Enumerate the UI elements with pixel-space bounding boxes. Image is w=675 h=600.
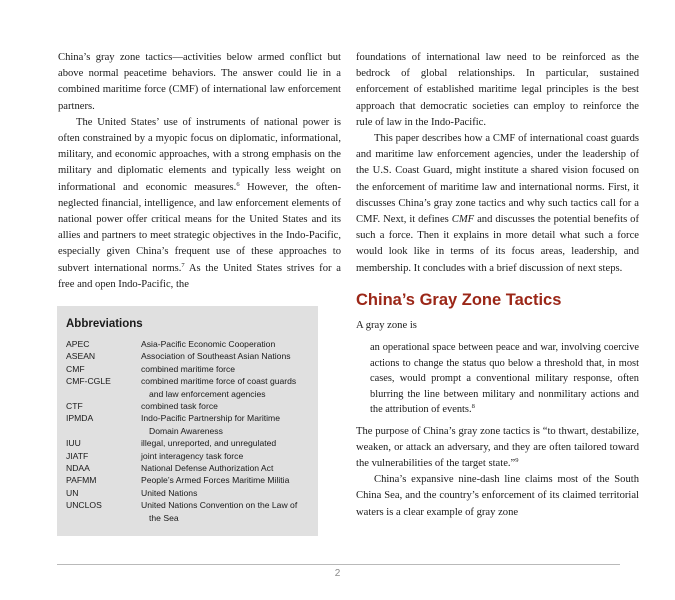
abbreviation-definition: Association of Southeast Asian Nations [141,351,291,362]
block-quote [370,340,639,418]
abbreviation-definition: combined maritime force of coast guards and law enforcement agencies [141,376,297,399]
abbreviation-term: APEC [66,339,90,349]
abbreviation-row [66,474,308,486]
page-number: 2 [334,568,341,579]
abbreviation-row [66,462,308,474]
abbreviation-row [66,400,308,412]
abbreviation-row [66,437,308,449]
abbreviation-definition: United Nations [141,487,198,498]
abbreviation-definition: Indo-Pacific Partnership for Maritime Domain Awareness [141,413,280,436]
left-paragraph-1: China’s gray zone tactics—activities below armed conflict but above normal peacetime behaviors. The answer could lie in a combined maritime force (CMF) of international law enforcement partners. [58,52,341,112]
abbreviation-row [66,363,308,375]
abbreviation-row [66,375,308,400]
right-paragraph-3 [356,424,639,473]
abbreviation-definition: Asia-Pacific Economic Cooperation [141,339,276,349]
abbreviation-row [66,412,308,437]
abbreviation-definition: combined task force [141,401,218,412]
right-paragraph-2-text-a: This paper describes how a CMF of international coast guards and maritime law enforcement agencies, under the leadership of the U.S. Coast Guard, might institute a shared vision focused on the enforcement of maritime law and international norms. First, it discusses China’s gray zone tactics and why such tactics call for a CMF. Next, it defines [356,133,639,226]
abbreviation-term: IUU [66,438,81,449]
right-paragraph-2 [356,131,639,277]
abbreviation-definition: People’s Armed Forces Maritime Militia [141,475,290,486]
abbreviation-definition: United Nations Convention on the Law of the Sea [141,500,298,523]
right-paragraph-1: foundations of international law need to be reinforced as the bedrock of global relationships. In particular, sustained enforcement of established maritime legal principles is the best approach that democratic societies can employ to reinforce the rule of law in the Indo-Pacific. [356,52,639,128]
footnote-ref-8[interactable]: 8 [471,403,475,411]
footnote-ref-9[interactable]: 9 [515,456,519,464]
left-column [58,50,341,293]
abbreviations-title: Abbreviations [66,318,143,330]
abbreviation-term: ASEAN [66,351,96,362]
gray-zone-intro: A gray zone is [356,319,417,331]
abbreviations-list [66,338,308,524]
left-paragraph-2 [58,115,341,293]
right-paragraph-3-text: The purpose of China’s gray zone tactics is “to thwart, destabilize, weaken, or attack an adversary, and they are often tailored toward the vulnerabilities of the target state.” [356,425,639,469]
abbreviation-term: UNCLOS [66,500,102,511]
footnote-ref-7[interactable]: 7 [181,261,185,269]
abbreviation-term: CMF [66,363,85,374]
abbreviation-term: UN [66,487,79,498]
block-quote-text: an operational space between peace and war, involving coercive actions to change the status quo below a threshold that, in most cases, would prompt a conventional military response, often blurring the line between military and nonmilitary actions and the attribution of events. [370,342,639,416]
abbreviation-term: IPMDA [66,413,94,424]
abbreviation-term: CMF-CGLE [66,376,111,387]
abbreviation-row [66,499,308,524]
abbreviation-row [66,487,308,499]
footer-divider [57,564,620,565]
abbreviation-definition: combined maritime force [141,363,236,374]
abbreviation-term: PAFMM [66,475,97,486]
left-paragraph-2-text-b: However, the often-neglected financial, intelligence, and law enforcement elements of national power offer critical means for the United States and its allies and partners to meet strategic objectives in the Indo-Pacific, especially given China’s frequent use of these approaches to subvert international norms. [58,181,341,274]
abbreviation-row [66,450,308,462]
section-heading: China’s Gray Zone Tactics [356,290,562,309]
left-paragraph-2-text-c: As the United States strives for a free and open Indo-Pacific, the [58,262,341,290]
right-paragraph-2-text-b: and discusses the potential benefits of such a force. Then it explains in more detail what such a force would look like in terms of its focus areas, leadership, and membership. It concludes with a brief discussion of next steps. [356,214,639,274]
abbreviation-definition: joint interagency task force [141,450,244,461]
left-paragraph-2-text-a: The United States’ use of instruments of national power is often constrained by a myopic focus on diplomatic, informational, military, and economic approaches, with a strong emphasis on the military and diplomatic elements and typically less weight on informational and economic measures. [58,116,341,193]
abbreviation-definition: National Defense Authorization Act [141,463,274,474]
abbreviation-term: JIATF [66,450,89,461]
abbreviation-term: CTF [66,401,83,412]
footnote-ref-6[interactable]: 6 [236,180,240,188]
right-paragraph-4: China’s expansive nine-dash line claims most of the South China Sea, and the country’s enforcement of its claimed territorial waters is a clear example of gray zone [356,474,639,518]
right-column [356,50,639,521]
abbreviation-definition: illegal, unreported, and unregulated [141,438,277,449]
abbreviation-term: NDAA [66,463,90,474]
defined-term-cmf: CMF [451,214,475,226]
abbreviation-row [66,338,308,350]
abbreviations-box [57,306,318,536]
abbreviation-row [66,350,308,362]
